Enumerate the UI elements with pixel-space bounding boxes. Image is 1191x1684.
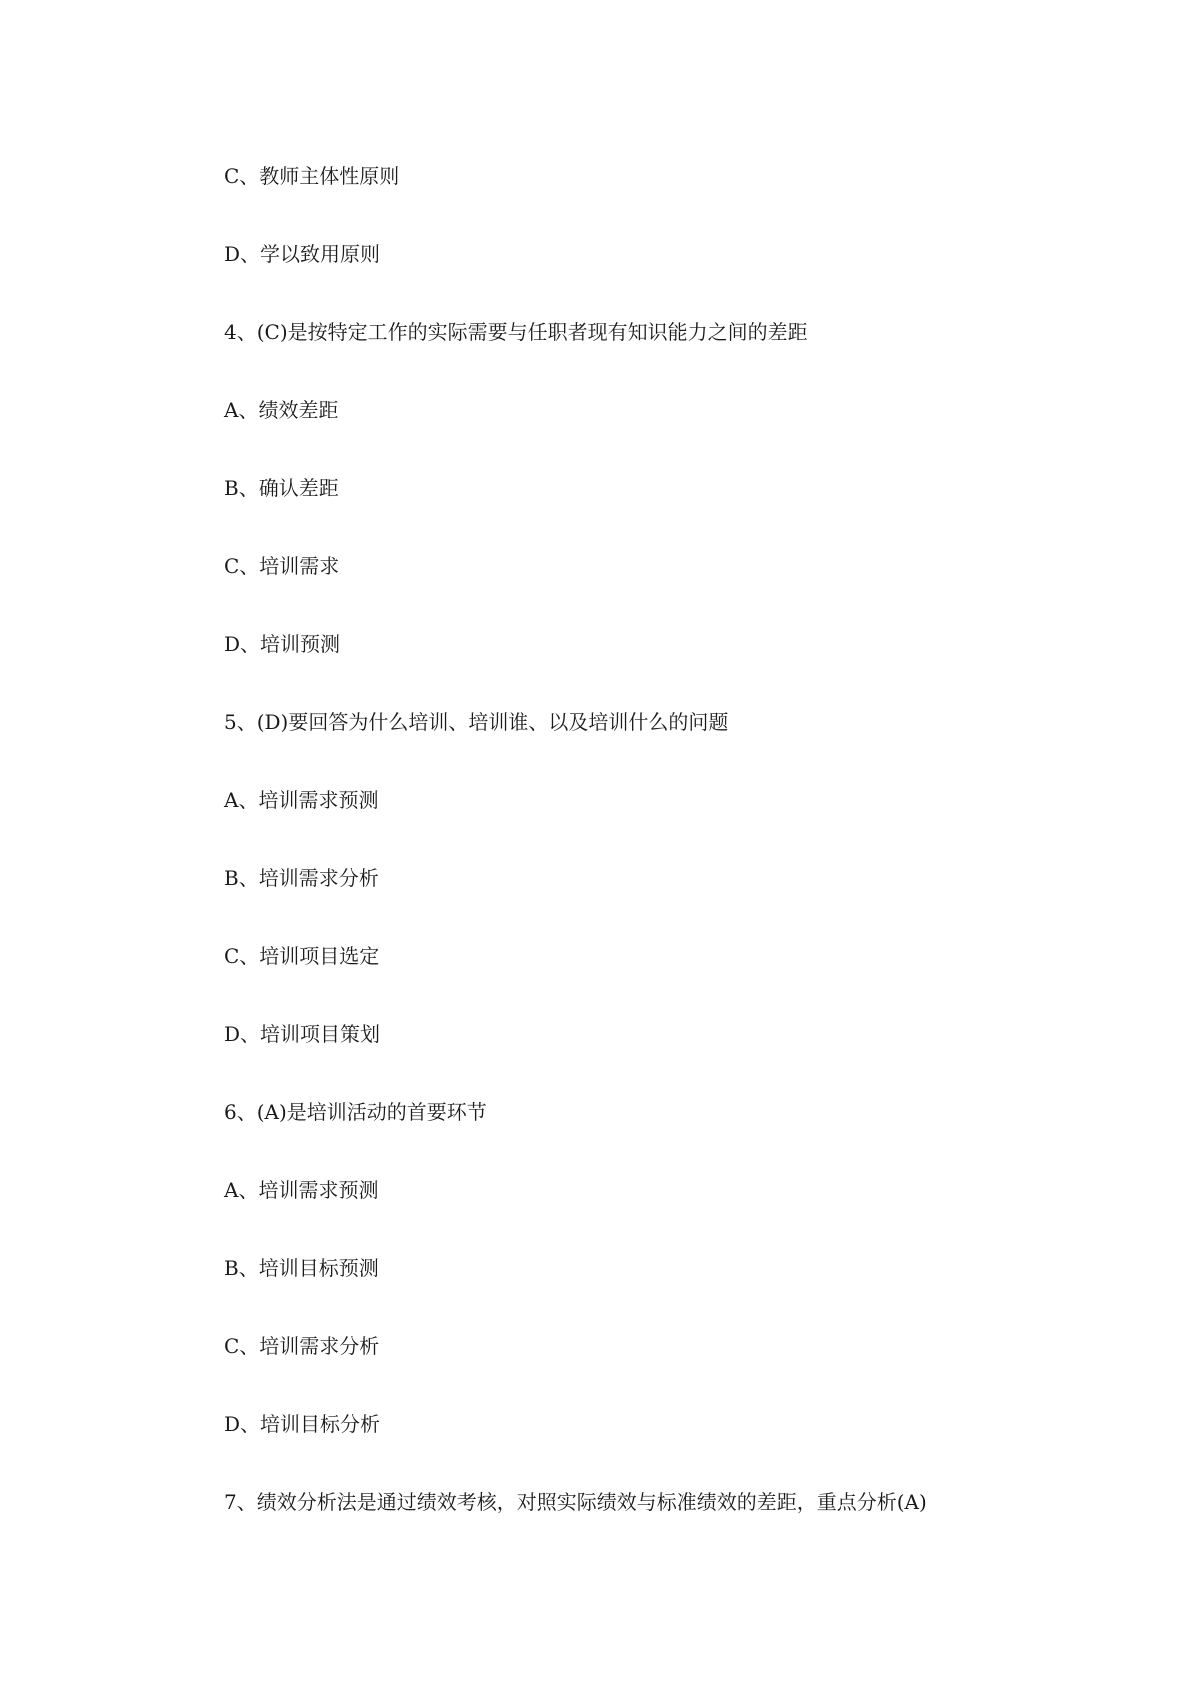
question-list bbox=[224, 160, 1124, 1564]
question-line: 7、绩效分析法是通过绩效考核，对照实际绩效与标准绩效的差距，重点分析(A) bbox=[224, 1490, 927, 1514]
question-line: 6、(A)是培训活动的首要环节 bbox=[224, 1100, 487, 1124]
option-line: D、学以致用原则 bbox=[224, 242, 381, 266]
option-line: B、培训需求分析 bbox=[224, 866, 379, 890]
option-line: C、培训需求 bbox=[224, 554, 340, 578]
question-line: 5、(D)要回答为什么培训、培训谁、以及培训什么的问题 bbox=[224, 710, 729, 734]
option-line: C、培训需求分析 bbox=[224, 1334, 380, 1358]
option-line: D、培训项目策划 bbox=[224, 1022, 381, 1046]
option-line: B、确认差距 bbox=[224, 476, 339, 500]
option-line: C、培训项目选定 bbox=[224, 944, 380, 968]
option-line: D、培训预测 bbox=[224, 632, 341, 656]
question-line: 4、(C)是按特定工作的实际需要与任职者现有知识能力之间的差距 bbox=[224, 320, 808, 344]
option-line: D、培训目标分析 bbox=[224, 1412, 381, 1436]
option-line: A、绩效差距 bbox=[224, 398, 339, 422]
option-line: A、培训需求预测 bbox=[224, 1178, 379, 1202]
option-line: C、教师主体性原则 bbox=[224, 164, 400, 188]
option-line: A、培训需求预测 bbox=[224, 788, 379, 812]
option-line: B、培训目标预测 bbox=[224, 1256, 379, 1280]
